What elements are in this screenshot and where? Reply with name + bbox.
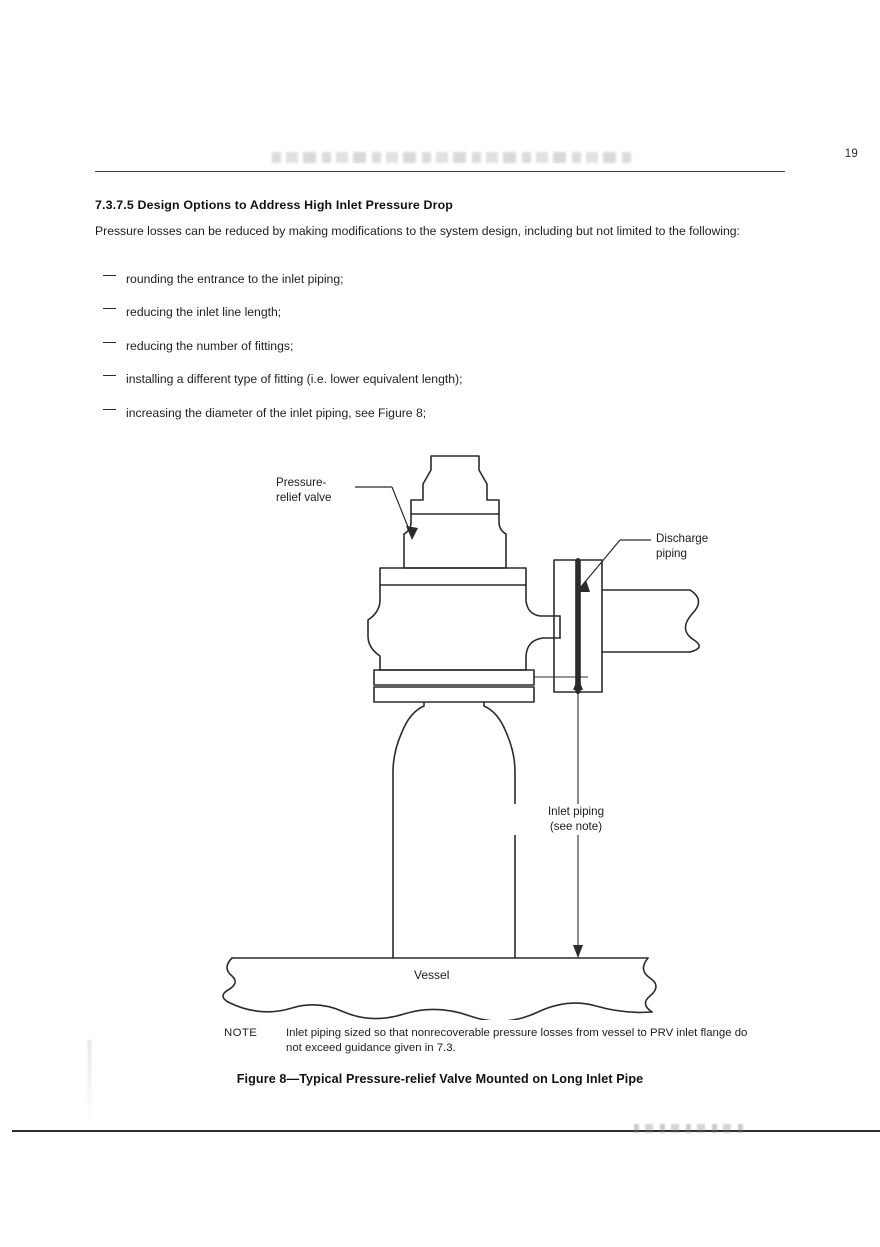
vessel-break-edge-right: [643, 958, 656, 1012]
list-item-label: increasing the diameter of the inlet piping, see Figure 8;: [126, 405, 427, 420]
em-dash-bullet-icon: [103, 308, 116, 309]
footer-illegible-text: [634, 1124, 744, 1133]
valve-body-outlet-top: [526, 585, 560, 616]
dimension-arrowhead-top: [573, 677, 583, 690]
list-item: [95, 272, 799, 305]
callout-discharge-piping: [656, 532, 708, 561]
valve-body-outlet-fillet: [526, 638, 560, 670]
prv-assembly-drawing: [0, 440, 880, 1020]
vessel-break-edge-left: [223, 958, 235, 1002]
bullet-list: [95, 272, 799, 439]
inlet-pipe-left-wall: [393, 702, 424, 958]
callout-line: piping: [656, 546, 687, 560]
section-paragraph: Pressure losses can be reduced by making modifications to the system design, including but not limited to the following:: [95, 224, 740, 238]
callout-line: Discharge: [656, 532, 709, 545]
em-dash-bullet-icon: [103, 342, 116, 343]
discharge-flange-pipe-side: [580, 560, 602, 692]
scan-artifact-streak: [88, 1040, 91, 1126]
discharge-flange-valve-side: [554, 560, 576, 692]
inlet-flange-lower: [374, 687, 534, 702]
callout-line: Pressure-: [276, 476, 327, 489]
list-item: [95, 339, 799, 372]
callout-inlet-piping: [506, 804, 646, 835]
list-item-label: reducing the inlet line length;: [126, 305, 282, 320]
footer-rule: [12, 1130, 880, 1132]
callout-line: Inlet piping: [547, 805, 605, 818]
em-dash-bullet-icon: [103, 375, 116, 376]
discharge-pipe-break-symbol: [685, 590, 699, 652]
callout-line: (see note): [549, 819, 603, 833]
list-item-label: rounding the entrance to the inlet piping;: [126, 272, 344, 286]
list-item: [95, 372, 799, 405]
valve-body-left-profile: [368, 585, 380, 670]
list-item-label: installing a different type of fitting (i.e. lower equivalent length);: [126, 372, 463, 387]
vessel-break-edge-bottom: [228, 1002, 652, 1020]
figure-caption: Figure 8—Typical Pressure-relief Valve Mounted on Long Inlet Pipe: [236, 1072, 644, 1086]
callout-line: relief valve: [276, 490, 332, 504]
list-item-label: reducing the number of fittings;: [126, 338, 294, 353]
figure-8: [0, 440, 880, 1020]
callout-pressure-relief-valve: [276, 476, 331, 505]
list-item: [95, 305, 799, 338]
em-dash-bullet-icon: [103, 275, 116, 276]
page-number: 19: [844, 148, 858, 160]
em-dash-bullet-icon: [103, 409, 116, 410]
valve-cap: [411, 456, 499, 514]
section-heading: 7.3.7.5 Design Options to Address High Inlet Pressure Drop: [95, 198, 454, 212]
note-label: NOTE: [224, 1027, 258, 1039]
dimension-arrowhead-bottom: [573, 945, 583, 958]
header-illegible-text: [272, 152, 632, 163]
prv-leader-arrowhead: [406, 526, 418, 540]
callout-vessel: Vessel: [414, 968, 450, 982]
valve-upper-flange: [380, 568, 526, 585]
inlet-flange-upper: [374, 670, 534, 685]
header-rule: [95, 171, 785, 172]
note-text: Inlet piping sized so that nonrecoverable pressure losses from vessel to PRV inlet flange do not exceed guidance given in 7.3.: [286, 1027, 748, 1054]
list-item: [95, 406, 799, 439]
valve-bonnet-neck: [404, 514, 506, 568]
